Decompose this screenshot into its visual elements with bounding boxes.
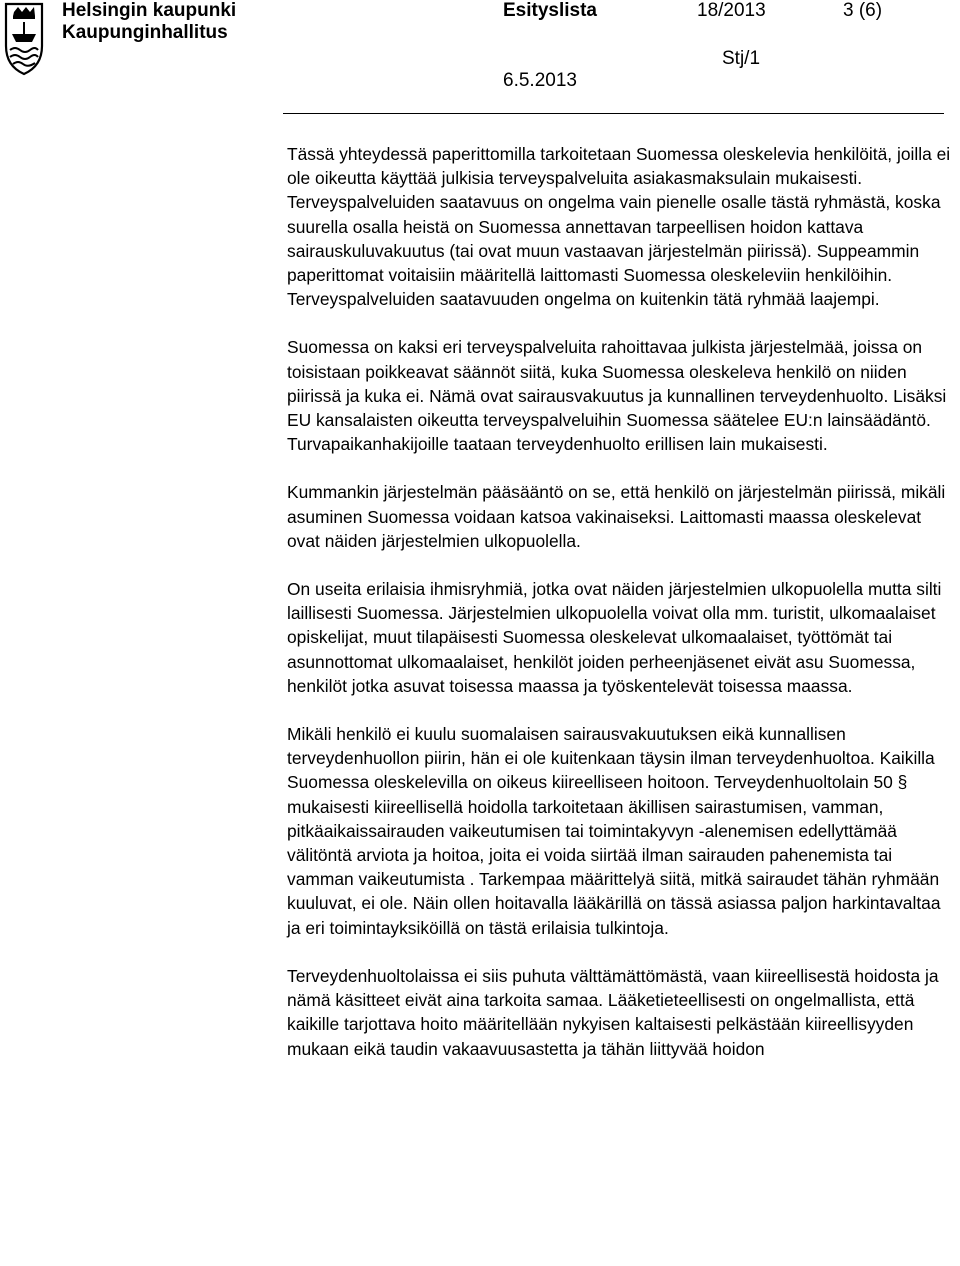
- paragraph: Tässä yhteydessä paperittomilla tarkoitetaan Suomessa oleskelevia henkilöitä, joilla ei ole oikeutta käyttää julkisia terveyspalveluita asiakasmaksulain mukaisesti. Terveyspalveluiden saatavuus on ongelma vain pienelle osalle tästä ryhmästä, koska suurella osalla heistä on Suomessa annettavan tarpeellisen hoidon kattava sairauskuluvakuutus (tai ovat muun vastaavan järjestelmän piirissä). Suppeammin paperittomat voitaisiin määritellä laittomasti Suomessa oleskeleviin henkilöihin. Terveyspalveluiden saatavuuden ongelma on kuitenkin tätä ryhmää laajempi.: [287, 144, 951, 310]
- board-name: Kaupunginhallitus: [62, 22, 228, 43]
- item-code: Stj/1: [722, 48, 761, 69]
- paragraph: Mikäli henkilö ei kuulu suomalaisen sairausvakuutuksen eikä kunnallisen terveydenhuollon piirin, hän ei ole kuitenkaan täysin ilman terveydenhuoltoa. Kaikilla Suomessa oleskelevilla on oikeus kiireelliseen hoitoon. Terveydenhuoltolain 50 § mukaisesti kiireellisellä hoidolla tarkoitetaan äkillisen sairastumisen, vamman, pitkäaikaissairauden vaikeutumisen tai toimintakyvyn -alenemisen edellyttämää välitöntä arviota ja hoitoa, joita ei voida siirtää ilman sairauden pahenemista tai vamman vaikeutumista . Tarkempaa määrittelyä siitä, mitkä sairaudet tähän ryhmään kuuluvat, ei ole. Näin ollen hoitavalla lääkärillä on tässä asiassa paljon harkintavaltaa ja eri toimintayksiköillä on tästä erilaisia tulkintoja.: [287, 724, 941, 938]
- header-divider: [283, 113, 944, 114]
- paragraph: Terveydenhuoltolaissa ei siis puhuta välttämättömästä, vaan kiireellisestä hoidosta ja nämä käsitteet eivät aina tarkoita samaa. Lääketieteellisesti on ongelmallista, että kaikille tarjottava hoito määritellään nykyisen kaltaisesti pelkästään kiireellisyyden mukaan eikä taudin vakaavuusastetta ja tähän liittyvää hoidon: [287, 965, 939, 1059]
- paragraph: On useita erilaisia ihmisryhmiä, jotka ovat näiden järjestelmien ulkopuolella mutta silti laillisesti Suomessa. Järjestelmien ulkopuolella voivat olla mm. turistit, ulkomaalaiset opiskelijat, muut tilapäisesti Suomessa oleskelevat ulkomaalaiset, työttömät tai asunnottomat ulkomaalaiset, henkilöt joiden perheenjäsenet eivät asu Suomessa, henkilöt jotka asuvat toisessa maassa ja työskentelevät toisessa maassa.: [287, 579, 942, 696]
- organization-name: Helsingin kaupunki: [62, 0, 237, 21]
- list-number: 18/2013: [697, 0, 766, 21]
- paragraph: Suomessa on kaksi eri terveyspalveluita rahoittavaa julkista järjestelmää, joissa on toisistaan poikkeavat säännöt siitä, kuka Suomessa oleskeleva henkilö on niiden piirissä ja kuka ei. Nämä ovat sairausvakuutus ja kunnallinen terveydenhuolto. Lisäksi EU kansalaisten oikeutta terveyspalveluihin Suomessa säätelee EU:n lainsäädäntö. Turvapaikanhakijoille taataan terveydenhuolto erillisen lain mukaisesti.: [287, 337, 947, 455]
- paragraph: Kummankin järjestelmän pääsääntö on se, että henkilö on järjestelmän piirissä, mikäli asuminen Suomessa voidaan katsoa vakinaiseksi. Laittomasti maassa oleskelevat ovat näiden järjestelmien ulkopuolella.: [287, 482, 946, 551]
- document-body: [287, 142, 955, 1085]
- page-number: 3 (6): [843, 0, 883, 21]
- document-type: Esityslista: [503, 0, 597, 21]
- meeting-date: 6.5.2013: [503, 70, 577, 91]
- helsinki-crest-logo: [0, 0, 48, 78]
